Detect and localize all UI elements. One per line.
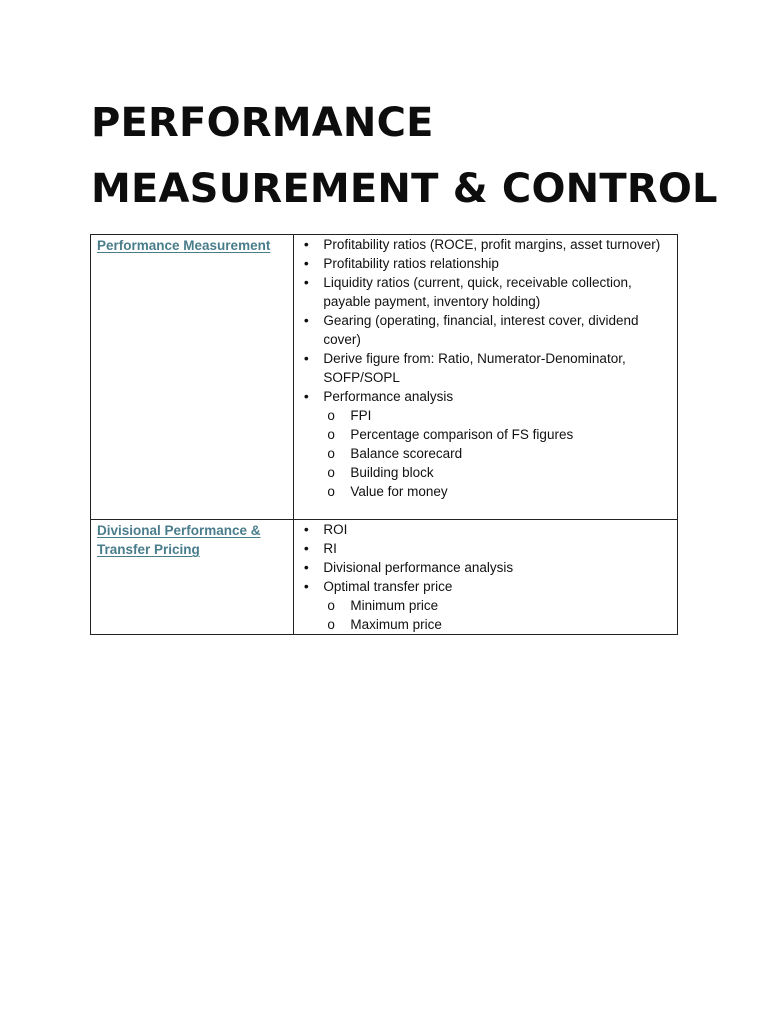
topic-cell (91, 520, 294, 635)
sub-list-item (294, 482, 673, 501)
topic-link-divisional-performance[interactable] (91, 520, 293, 559)
page-title-line-1: PERFORMANCE (91, 100, 434, 146)
list-item (294, 558, 673, 577)
circle-bullet-icon: o (327, 446, 335, 461)
page-title (91, 90, 731, 222)
list-item-text: Liquidity ratios (current, quick, receivable collection, payable payment, inventory holding) (323, 275, 632, 309)
bullet-list (294, 520, 677, 634)
bullet-icon: • (303, 521, 309, 537)
sub-list-item (294, 596, 673, 615)
sub-list-item (294, 615, 673, 634)
list-item (294, 273, 673, 311)
list-item (294, 387, 673, 501)
items-cell (294, 235, 678, 520)
sub-list (323, 596, 673, 634)
bullet-icon: • (303, 559, 309, 575)
topic-link-performance-measurement[interactable] (91, 235, 293, 255)
sub-list-item-text: Minimum price (350, 598, 439, 613)
topic-link-line: Performance Measurement (97, 238, 271, 253)
circle-bullet-icon: o (327, 598, 335, 613)
list-item-text: Gearing (operating, financial, interest cover, dividend cover) (323, 313, 639, 347)
bullet-icon: • (303, 255, 309, 271)
sub-list-item-text: Maximum price (350, 617, 442, 632)
bullet-icon: • (303, 274, 309, 290)
circle-bullet-icon: o (327, 617, 335, 632)
sub-list-item (294, 444, 673, 463)
list-item (294, 254, 673, 273)
sub-list-item (294, 463, 673, 482)
bullet-icon: • (303, 578, 309, 594)
list-item (294, 577, 673, 634)
table-row (91, 520, 678, 635)
sub-list-item-text: Value for money (350, 484, 448, 499)
list-item-text: Performance analysis (323, 389, 454, 404)
list-item-text: RI (323, 541, 337, 556)
sub-list-item-text: Balance scorecard (350, 446, 463, 461)
list-item (294, 311, 673, 349)
bullet-icon: • (303, 236, 309, 252)
sub-list-item-text: FPI (350, 408, 372, 423)
list-item (294, 235, 673, 254)
topic-link-line: Transfer Pricing (97, 542, 200, 557)
bullet-icon: • (303, 312, 309, 328)
bullet-icon: • (303, 350, 309, 366)
list-item-text: Optimal transfer price (323, 579, 453, 594)
sub-list-item (294, 425, 673, 444)
list-item-text: Profitability ratios (ROCE, profit margins, asset turnover) (323, 237, 661, 252)
sub-list (323, 406, 673, 501)
sub-list-item-text: Percentage comparison of FS figures (350, 427, 574, 442)
bullet-icon: • (303, 388, 309, 404)
topic-cell (91, 235, 294, 520)
topic-link-line: Divisional Performance & (97, 523, 261, 538)
circle-bullet-icon: o (327, 408, 335, 423)
bullet-list (294, 235, 677, 501)
sub-list-item-text: Building block (350, 465, 434, 480)
list-item-text: Divisional performance analysis (323, 560, 514, 575)
list-item-text: ROI (323, 522, 348, 537)
list-item (294, 520, 673, 539)
sub-list-item (294, 406, 673, 425)
page-title-line-2: MEASUREMENT & CONTROL (91, 166, 718, 212)
list-item-text: Derive figure from: Ratio, Numerator-Denominator, SOFP/SOPL (323, 351, 626, 385)
list-item (294, 349, 673, 387)
list-item-text: Profitability ratios relationship (323, 256, 499, 271)
circle-bullet-icon: o (327, 484, 335, 499)
table-row (91, 235, 678, 520)
bullet-icon: • (303, 540, 309, 556)
circle-bullet-icon: o (327, 465, 335, 480)
topics-table (90, 234, 678, 635)
items-cell (294, 520, 678, 635)
list-item (294, 539, 673, 558)
circle-bullet-icon: o (327, 427, 335, 442)
